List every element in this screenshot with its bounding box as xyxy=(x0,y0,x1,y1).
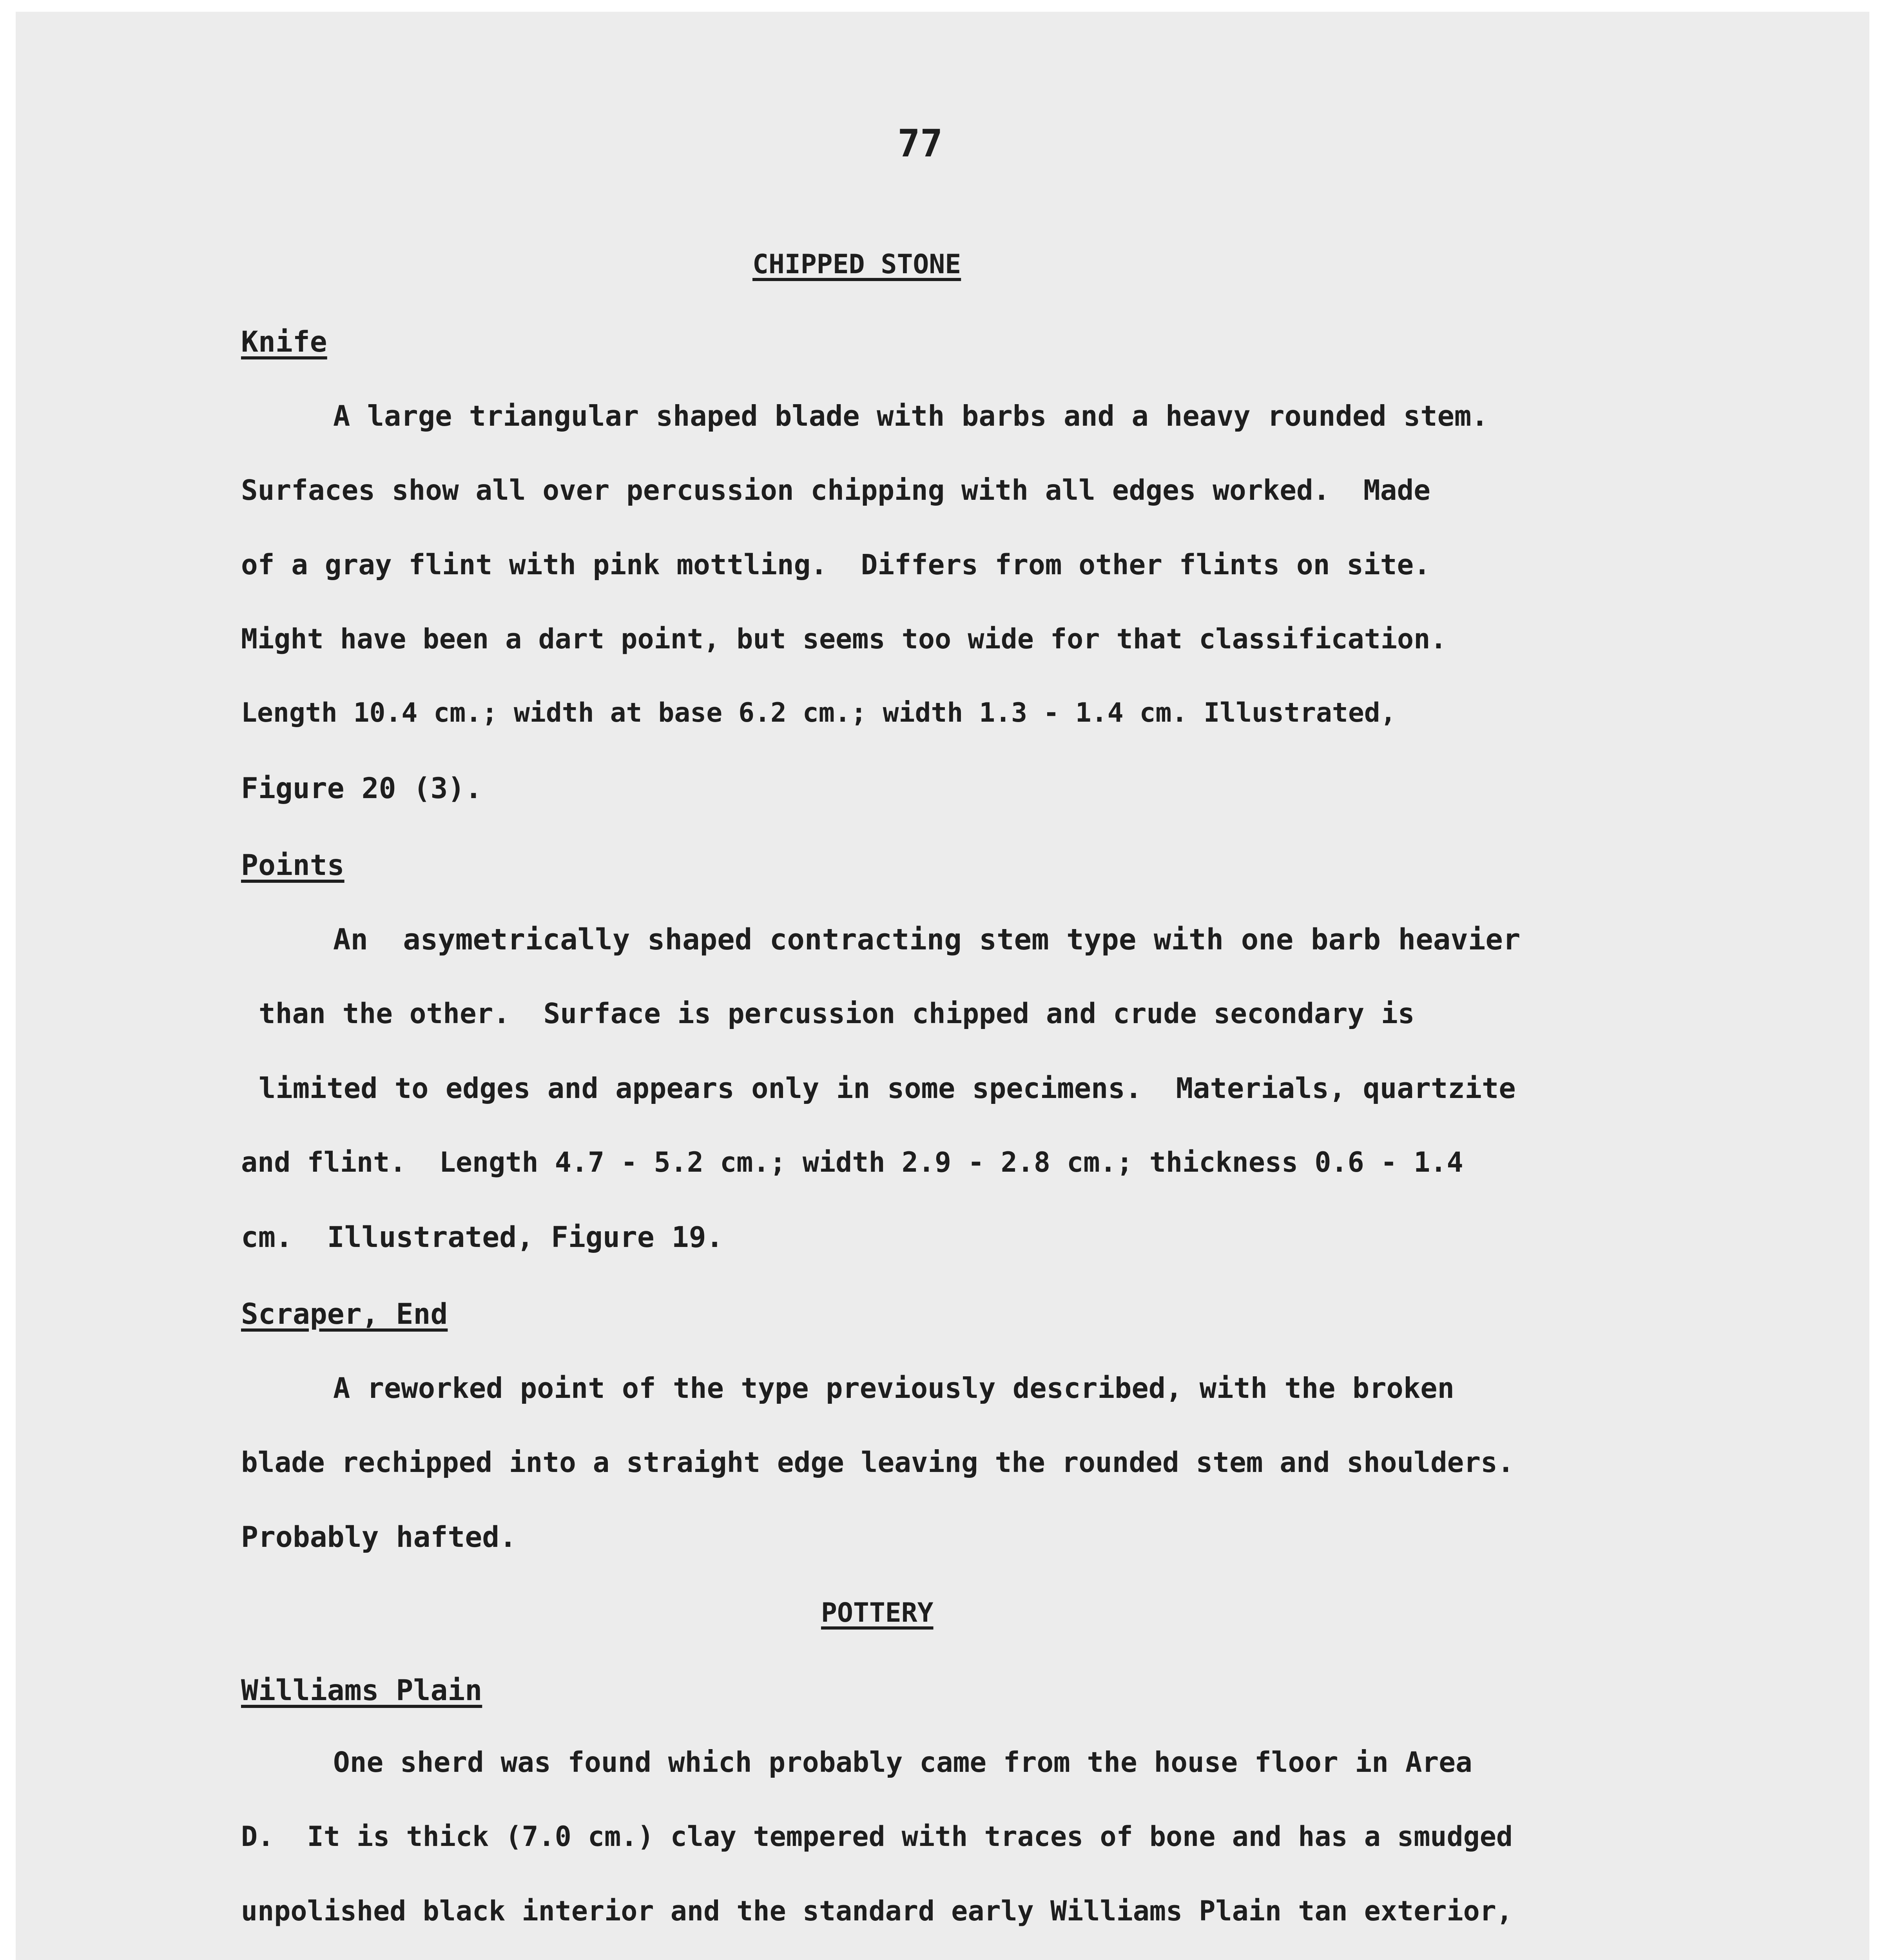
knife-line-5: Length 10.4 cm.; width at base 6.2 cm.; width 1.3 - 1.4 cm. Illustrated, xyxy=(241,697,1396,728)
points-line-4: and flint. Length 4.7 - 5.2 cm.; width 2.9 - 2.8 cm.; thickness 0.6 - 1.4 xyxy=(241,1146,1463,1178)
scraper-line-1: A reworked point of the type previously described, with the broken xyxy=(333,1372,1454,1405)
williams-plain-line-2: D. It is thick (7.0 cm.) clay tempered with traces of bone and has a smudged xyxy=(241,1820,1513,1853)
points-line-3: limited to edges and appears only in some specimens. Materials, quartzite xyxy=(259,1072,1516,1105)
knife-line-6: Figure 20 (3). xyxy=(241,772,482,805)
williams-plain-line-1: One sherd was found which probably came from the house floor in Area xyxy=(333,1746,1472,1779)
scraper-line-3: Probably hafted. xyxy=(241,1521,517,1554)
heading-knife: Knife xyxy=(241,325,327,359)
scraper-line-2: blade rechipped into a straight edge leaving the rounded stem and shoulders. xyxy=(241,1446,1514,1479)
section-title-pottery: POTTERY xyxy=(821,1597,934,1628)
document-page xyxy=(16,12,1869,1960)
knife-line-4: Might have been a dart point, but seems too wide for that classification. xyxy=(241,623,1447,655)
section-title-chipped-stone: CHIPPED STONE xyxy=(752,249,961,280)
knife-line-1: A large triangular shaped blade with barbs and a heavy rounded stem. xyxy=(333,399,1488,432)
heading-scraper-end: Scraper, End xyxy=(241,1298,448,1331)
points-line-5: cm. Illustrated, Figure 19. xyxy=(241,1221,723,1254)
points-line-2: than the other. Surface is percussion chipped and crude secondary is xyxy=(259,997,1415,1030)
points-line-1: An asymetrically shaped contracting stem type with one barb heavier xyxy=(333,923,1521,956)
heading-williams-plain: Williams Plain xyxy=(241,1674,482,1707)
knife-line-2: Surfaces show all over percussion chipping with all edges worked. Made xyxy=(241,474,1430,506)
williams-plain-line-3: unpolished black interior and the standard early Williams Plain tan exterior, xyxy=(241,1895,1513,1927)
page-number: 77 xyxy=(897,122,943,165)
knife-line-3: of a gray flint with pink mottling. Differs from other flints on site. xyxy=(241,548,1430,581)
heading-points: Points xyxy=(241,849,344,882)
